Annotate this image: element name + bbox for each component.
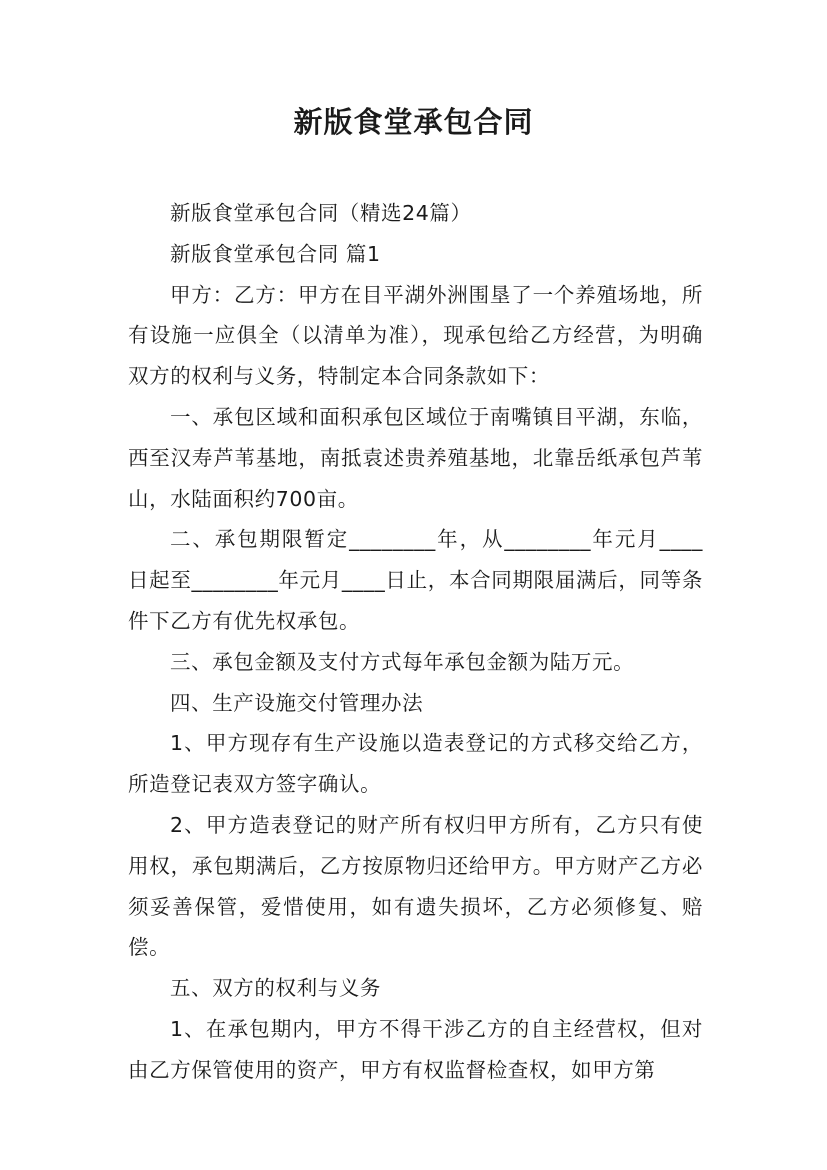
paragraph-clause-4-item-2: 2、甲方造表登记的财产所有权归甲方所有，乙方只有使用权，承包期满后，乙方按原物归还给甲方。甲方财产乙方必须妥善保管，爱惜使用，如有遗失损坏，乙方必须修复、赔偿。 bbox=[128, 812, 703, 960]
paragraph-subtitle: 新版食堂承包合同（精选24篇） bbox=[170, 201, 472, 225]
paragraph-intro: 甲方：乙方：甲方在目平湖外洲围垦了一个养殖场地，所有设施一应俱全（以清单为准），现承包给乙方经营，为明确双方的权利与义务，特制定本合同条款如下： bbox=[128, 282, 703, 389]
document-title: 新版食堂承包合同 bbox=[293, 105, 534, 139]
paragraph-clause-1: 一、承包区域和面积承包区域位于南嘴镇目平湖，东临，西至汉寿芦苇基地，南抵袁述贵养殖基地，北靠岳纸承包芦苇山，水陆面积约700亩。 bbox=[128, 404, 703, 511]
paragraph-clause-3: 三、承包金额及支付方式每年承包金额为陆万元。 bbox=[170, 649, 635, 674]
paragraph-clause-4-heading: 四、生产设施交付管理办法 bbox=[170, 690, 424, 715]
paragraph-clause-4-item-1: 1、甲方现存有生产设施以造表登记的方式移交给乙方，所造登记表双方签字确认。 bbox=[128, 731, 703, 797]
document-body bbox=[128, 193, 703, 1091]
paragraph-clause-2: 二、承包期限暂定________年，从________年元月____日起至________年元月____日止，本合同期限届满后，同等条件下乙方有优先权承包。 bbox=[128, 527, 703, 633]
paragraph-clause-5-heading: 五、双方的权利与义务 bbox=[170, 976, 381, 1001]
paragraph-section-heading: 新版食堂承包合同 篇1 bbox=[170, 241, 381, 266]
paragraph-clause-5-item-1: 1、在承包期内，甲方不得干涉乙方的自主经营权，但对由乙方保管使用的资产，甲方有权监督检查权，如甲方第 bbox=[128, 1016, 703, 1082]
